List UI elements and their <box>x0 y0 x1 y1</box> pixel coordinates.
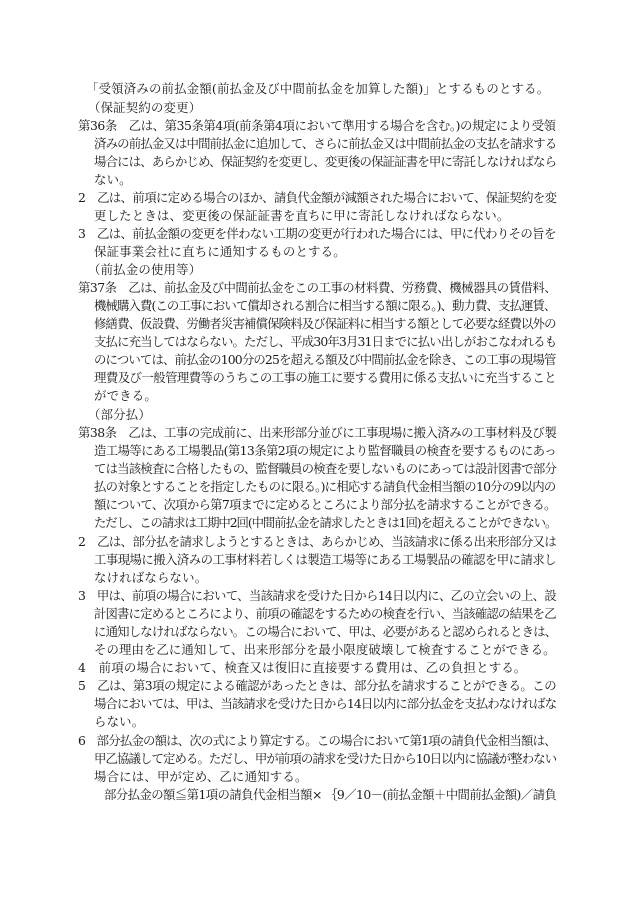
text-line: 額について、次項から第7項までに定めるところにより部分払を請求することができる。 <box>94 497 556 512</box>
article-38-paragraph-3: 3 甲は、前項の場合において、当該請求を受けた日から14日以内に、乙の立会いの上、設 <box>78 588 557 603</box>
article-37: 第37条 乙は、前払金及び中間前払金をこの工事の材料費、労務費、機械器具の賃借料、 <box>78 280 557 295</box>
article-36-paragraph-2: 2 乙は、前項に定める場合のほか、請負代金額が減額された場合において、保証契約を変 <box>78 190 557 205</box>
article-38-paragraph-6: 6 部分払金の額は、次の式により算定する。この場合において第1項の請負代金相当額は、 <box>78 733 556 748</box>
text-line: なければならない。 <box>94 570 208 585</box>
text-line: 場合においては、甲は、当該請求を受けた日から14日以内に部分払金を支払わなければな <box>94 696 557 711</box>
text-line: ない。 <box>94 172 132 187</box>
text-line: ては当該検査に合格したもの、監督職員の検査を要しないものにあっては設計図書で部分 <box>94 461 557 476</box>
text-line: 場合には、甲が定め、乙に通知する。 <box>94 769 308 784</box>
text-line: 更したときは、変更後の保証証書を直ちに甲に寄託しなければならない。 <box>94 208 510 223</box>
article-38-paragraph-2: 2 乙は、部分払を請求しようとするときは、あらかじめ、当該請求に係る出来形部分又は <box>78 534 557 549</box>
text-line: 済みの前払金又は中間前払金に追加して、さらに前払金又は中間前払金の支払を請求する <box>94 136 557 151</box>
text-line: ただし、この請求は工期中2回(中間前払金を請求したときは1回)を超えることができない。 <box>94 515 557 530</box>
article-38-paragraph-5: 5 乙は、第3項の規定による確認があったときは、部分払を請求することができる。この <box>78 678 557 693</box>
text-line: 甲乙協議して定める。ただし、甲が前項の請求を受けた日から10日以内に協議が整わない <box>94 751 557 766</box>
text-line: 計図書に定めるところにより、前項の確認をするための検査を行い、当該確認の結果を乙 <box>94 606 556 621</box>
heading-guarantee-contract-change: （保証契約の変更） <box>88 100 202 115</box>
text-line: 保証事業会社に直ちに通知するものとする。 <box>94 244 346 259</box>
heading-use-of-advance-payment: （前払金の使用等） <box>88 262 202 277</box>
text-line: 修繕費、仮設費、労働者災害補償保険料及び保証料に相当する額として必要な経費以外の <box>94 316 556 331</box>
text-line: 工事現場に搬入済みの工事材料若しくは製造工場等にある工場製品の確認を甲に請求し <box>94 552 557 567</box>
text-line: 場合には、あらかじめ、保証契約を変更し、変更後の保証証書を甲に寄託しなければなら <box>94 154 557 169</box>
line-continuation: 「受領済みの前払金額(前払金及び中間前払金を加算した額)」とするものとする。 <box>86 81 550 96</box>
article-36: 第36条 乙は、第35条第4項(前条第4項において準用する場合を含む。)の規定により受領 <box>78 118 556 133</box>
text-line: ができる。 <box>94 388 157 403</box>
article-38: 第38条 乙は、工事の完成前に、出来形部分並びに工事現場に搬入済みの工事材料及び製 <box>78 425 557 440</box>
text-line: らない。 <box>94 714 145 729</box>
text-line: 支払に充当してはならない。ただし、平成30年3月31日までに払い出しがおこなわれるも <box>94 334 557 349</box>
text-line: 機械購入費(この工事において償却される割合に相当する額に限る。)、動力費、支払運賃、 <box>94 298 556 313</box>
text-line: のについては、前払金の100分の25を超える額及び中間前払金を除き、この工事の現場管 <box>94 352 556 367</box>
formula-line: 部分払金の額≦第1項の請負代金相当額× ｛9／10－(前払金額＋中間前払金額)／請負 <box>104 787 557 802</box>
text-line: その理由を乙に通知して、出来形部分を最小限度破壊して検査することができる。 <box>94 642 556 657</box>
heading-partial-payment: （部分払） <box>88 407 151 422</box>
text-line: 理費及び一般管理費等のうちこの工事の施工に要する費用に係る支払いに充当すること <box>94 370 557 385</box>
text-line: 造工場等にある工場製品(第13条第2項の規定により監督職員の検査を要するものにあっ <box>94 443 557 458</box>
article-36-paragraph-3: 3 乙は、前払金額の変更を伴わない工期の変更が行われた場合には、甲に代わりその旨を <box>78 226 556 241</box>
text-line: 払の対象とすることを指定したものに限る。)に相応する請負代金相当額の10分の9以内の <box>94 479 556 494</box>
article-38-paragraph-4: 4 前項の場合において、検査又は復旧に直接要する費用は、乙の負担とする。 <box>78 660 527 675</box>
text-line: に通知しなければならない。この場合において、甲は、必要があると認められるときは、 <box>94 624 557 639</box>
